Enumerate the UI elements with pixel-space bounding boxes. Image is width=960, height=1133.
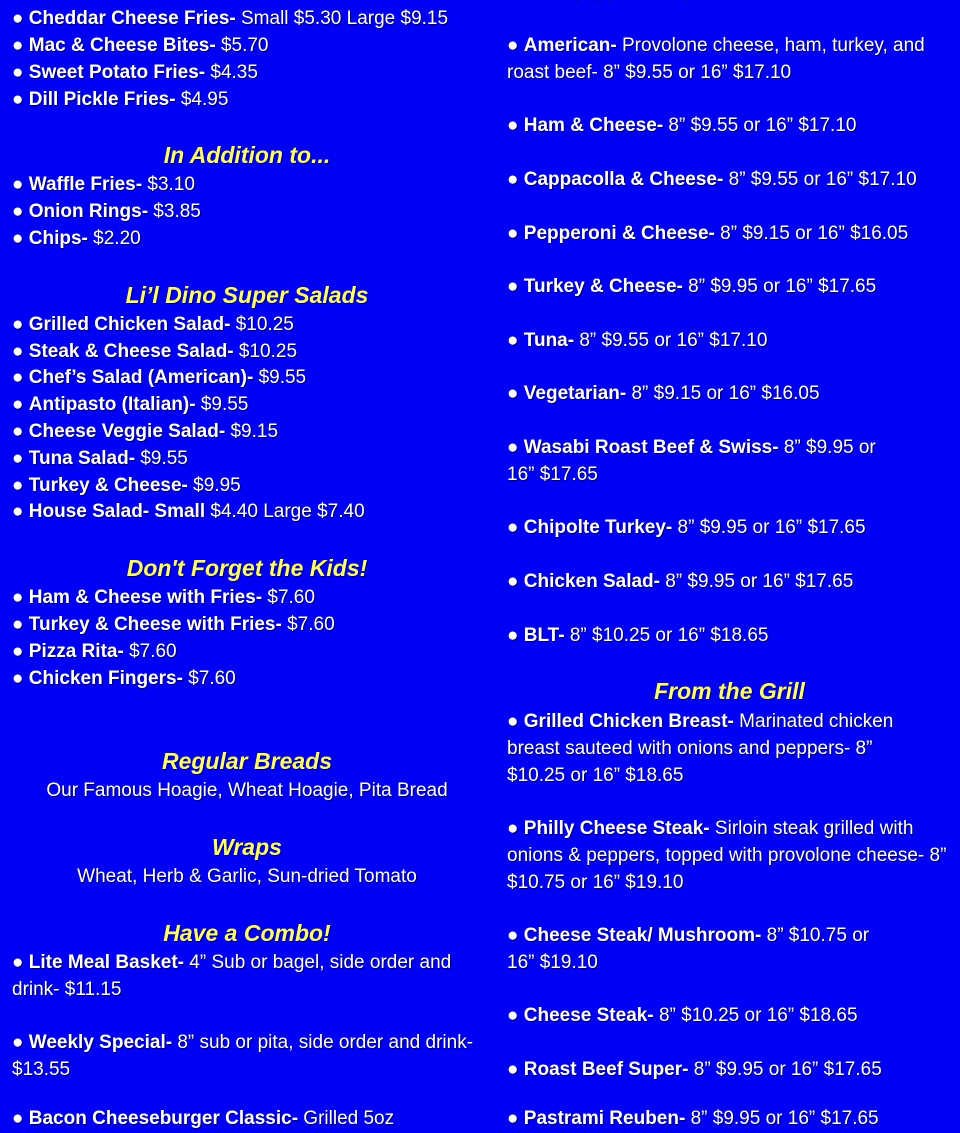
section-heading-breads: Regular Breads (161, 748, 332, 774)
menu-item-kids-chicken-fingers: ● Chicken Fingers- $7.60 (12, 668, 236, 689)
section-heading-salads: Li’l Dino Super Salads (125, 282, 369, 308)
menu-item-sweet-potato-fries: ● Sweet Potato Fries- $4.35 (12, 62, 258, 83)
menu-item-pastrami-reuben: ● Pastrami Reuben- 8” $9.95 or 16” $17.65 (507, 1108, 879, 1129)
menu-item-vegetarian: ● Vegetarian- 8” $9.15 or 16” $16.05 (507, 383, 820, 404)
menu-item-mac-cheese-bites: ● Mac & Cheese Bites- $5.70 (12, 35, 269, 56)
menu-item-american: ● American- Provolone cheese, ham, turkey, and roast beef- 8” $9.55 or 16” $17.10 (507, 35, 925, 83)
section-heading-addition: In Addition to... (163, 142, 331, 168)
breads-list: Our Famous Hoagie, Wheat Hoagie, Pita Bread (46, 780, 448, 801)
menu-item-chicken-salad: ● Chicken Salad- 8” $9.95 or 16” $17.65 (507, 571, 854, 592)
menu-item-roast-beef-super: ● Roast Beef Super- 8” $9.95 or 16” $17.65 (507, 1059, 882, 1080)
menu-item-cheese-steak-mushroom: ● Cheese Steak/ Mushroom- 8” $10.75 or 16” $19.10 (507, 925, 870, 973)
section-heading-grill: From the Grill (654, 678, 805, 704)
menu-item-kids-ham-cheese: ● Ham & Cheese with Fries- $7.60 (12, 587, 315, 608)
menu-item-onion-rings: ● Onion Rings- $3.85 (12, 201, 201, 222)
menu-item-steak-cheese-salad: ● Steak & Cheese Salad- $10.25 (12, 341, 298, 362)
menu-item-lite-meal-basket: ● Lite Meal Basket- 4” Sub or bagel, side order and drink- $11.15 (12, 952, 452, 1000)
section-heading-kids: Don't Forget the Kids! (126, 555, 368, 581)
menu-item-antipasto: ● Antipasto (Italian)- $9.55 (12, 394, 249, 415)
menu-item-pepperoni-cheese: ● Pepperoni & Cheese- 8” $9.15 or 16” $16.05 (507, 223, 909, 244)
menu-item-kids-turkey-cheese: ● Turkey & Cheese with Fries- $7.60 (12, 614, 335, 635)
menu-item-grilled-chicken-breast: ● Grilled Chicken Breast- Marinated chicken breast sauteed with onions and peppers- 8” $10.25 or 16” $18.65 (507, 711, 894, 786)
menu-item-cheese-steak: ● Cheese Steak- 8” $10.25 or 16” $18.65 (507, 1005, 858, 1026)
menu-item-bacon-cheeseburger: ● Bacon Cheeseburger Classic- Grilled 5oz (12, 1108, 395, 1129)
menu-item-kids-pizza-rita: ● Pizza Rita- $7.60 (12, 641, 177, 662)
menu-item-partial-top (507, 0, 841, 5)
menu-item-cheddar-cheese-fries: ● Cheddar Cheese Fries- Small $5.30 Large $9.15 (12, 8, 449, 29)
menu-item-chipolte-turkey: ● Chipolte Turkey- 8” $9.95 or 16” $17.65 (507, 517, 866, 538)
menu-item-blt: ● BLT- 8” $10.25 or 16” $18.65 (507, 625, 769, 646)
menu-item-turkey-cheese: ● Turkey & Cheese- 8” $9.95 or 16” $17.65 (507, 276, 877, 297)
menu-item-tuna-salad: ● Tuna Salad- $9.55 (12, 448, 188, 469)
menu-item-grilled-chicken-salad: ● Grilled Chicken Salad- $10.25 (12, 314, 294, 335)
menu-item-wasabi-roast-beef: ● Wasabi Roast Beef & Swiss- 8” $9.95 or 16” $17.65 (507, 437, 876, 485)
menu-item-cheese-veggie-salad: ● Cheese Veggie Salad- $9.15 (12, 421, 279, 442)
menu-item-ham-cheese: ● Ham & Cheese- 8” $9.55 or 16” $17.10 (507, 115, 857, 136)
menu-item-waffle-fries: ● Waffle Fries- $3.10 (12, 174, 195, 195)
menu-item-turkey-cheese-salad: ● Turkey & Cheese- $9.95 (12, 475, 241, 496)
menu-item-chefs-salad: ● Chef’s Salad (American)- $9.55 (12, 367, 307, 388)
menu-item-philly-cheese-steak: ● Philly Cheese Steak- Sirloin steak grilled with onions & peppers, topped with provolone cheese- 8” $10.75 or 16” $19.10 (507, 818, 947, 893)
section-heading-combo: Have a Combo! (163, 920, 331, 946)
menu-item-weekly-special: ● Weekly Special- 8” sub or pita, side order and drink- $13.55 (12, 1032, 474, 1080)
menu-item-tuna: ● Tuna- 8” $9.55 or 16” $17.10 (507, 330, 768, 351)
menu-item-house-salad: ● House Salad- Small $4.40 Large $7.40 (12, 501, 365, 522)
menu-item-cappacolla-cheese: ● Cappacolla & Cheese- 8” $9.55 or 16” $17.10 (507, 169, 917, 190)
menu-item-dill-pickle-fries: ● Dill Pickle Fries- $4.95 (12, 89, 229, 110)
section-heading-wraps: Wraps (212, 834, 282, 860)
menu-item-chips: ● Chips- $2.20 (12, 228, 141, 249)
wraps-list: Wheat, Herb & Garlic, Sun-dried Tomato (77, 866, 417, 887)
